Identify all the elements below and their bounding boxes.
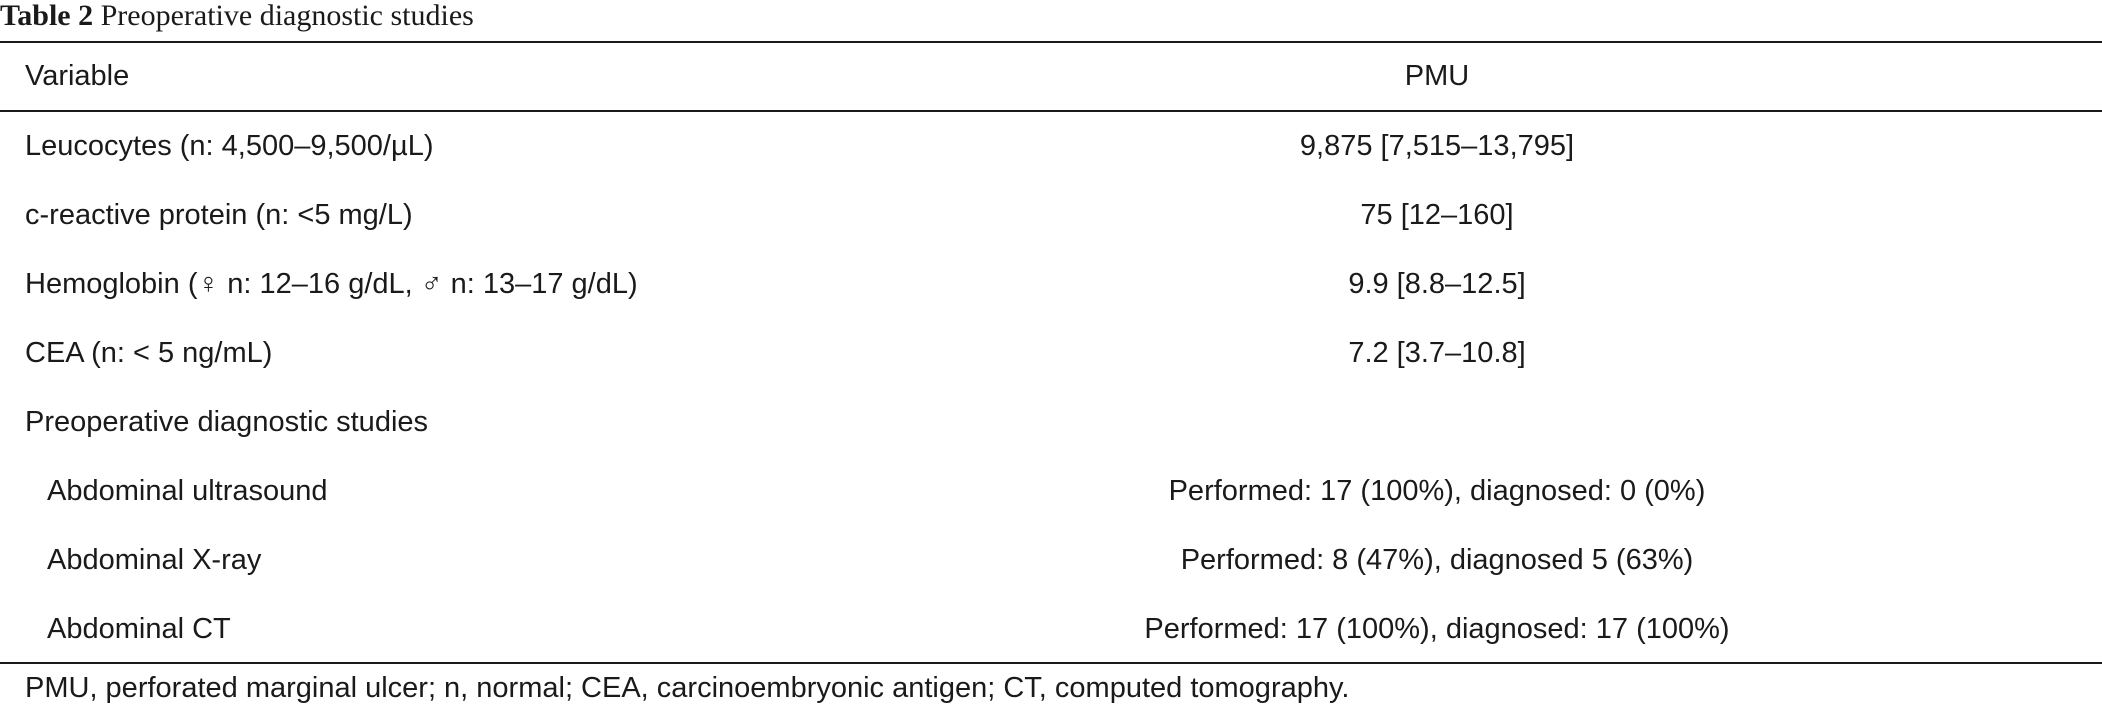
row-variable: c-reactive protein (n: <5 mg/L) [25,199,413,231]
table-row [0,250,2102,319]
table-row [0,181,2102,250]
table-row [0,595,2102,664]
row-value: Performed: 17 (100%), diagnosed: 0 (0%) [1168,475,1706,507]
row-value: Performed: 17 (100%), diagnosed: 17 (100%) [1144,613,1730,645]
row-variable: Abdominal CT [47,613,231,645]
table-bottom-rule [0,662,2102,664]
header-variable: Variable [25,60,130,92]
row-variable: Abdominal X-ray [47,544,262,576]
row-value: Performed: 8 (47%), diagnosed 5 (63%) [1180,544,1694,576]
table-row [0,112,2102,181]
table-footnote: PMU, perforated marginal ulcer; n, normal; CEA, carcinoembryonic antigen; CT, computed tomography. [25,672,1350,704]
row-variable: CEA (n: < 5 ng/mL) [25,337,273,369]
row-value: 7.2 [3.7–10.8] [1348,337,1526,369]
header-pmu: PMU [1404,60,1470,92]
table-caption-title: Preoperative diagnostic studies [100,0,474,32]
table-caption-label: Table 2 [0,0,94,32]
section-heading: Preoperative diagnostic studies [25,406,429,438]
row-variable: Leucocytes (n: 4,500–9,500/µL) [25,130,434,162]
table-section-row [0,388,2102,457]
table-header-row [0,42,2102,111]
row-value: 9.9 [8.8–12.5] [1348,268,1526,300]
row-variable: Hemoglobin (♀ n: 12–16 g/dL, ♂ n: 13–17 g/dL) [25,268,638,300]
table-caption [0,0,474,32]
row-value: 9,875 [7,515–13,795] [1299,130,1575,162]
table-row [0,457,2102,526]
table-row [0,319,2102,388]
row-value: 75 [12–160] [1360,199,1514,231]
row-variable: Abdominal ultrasound [47,475,328,507]
table-row [0,526,2102,595]
